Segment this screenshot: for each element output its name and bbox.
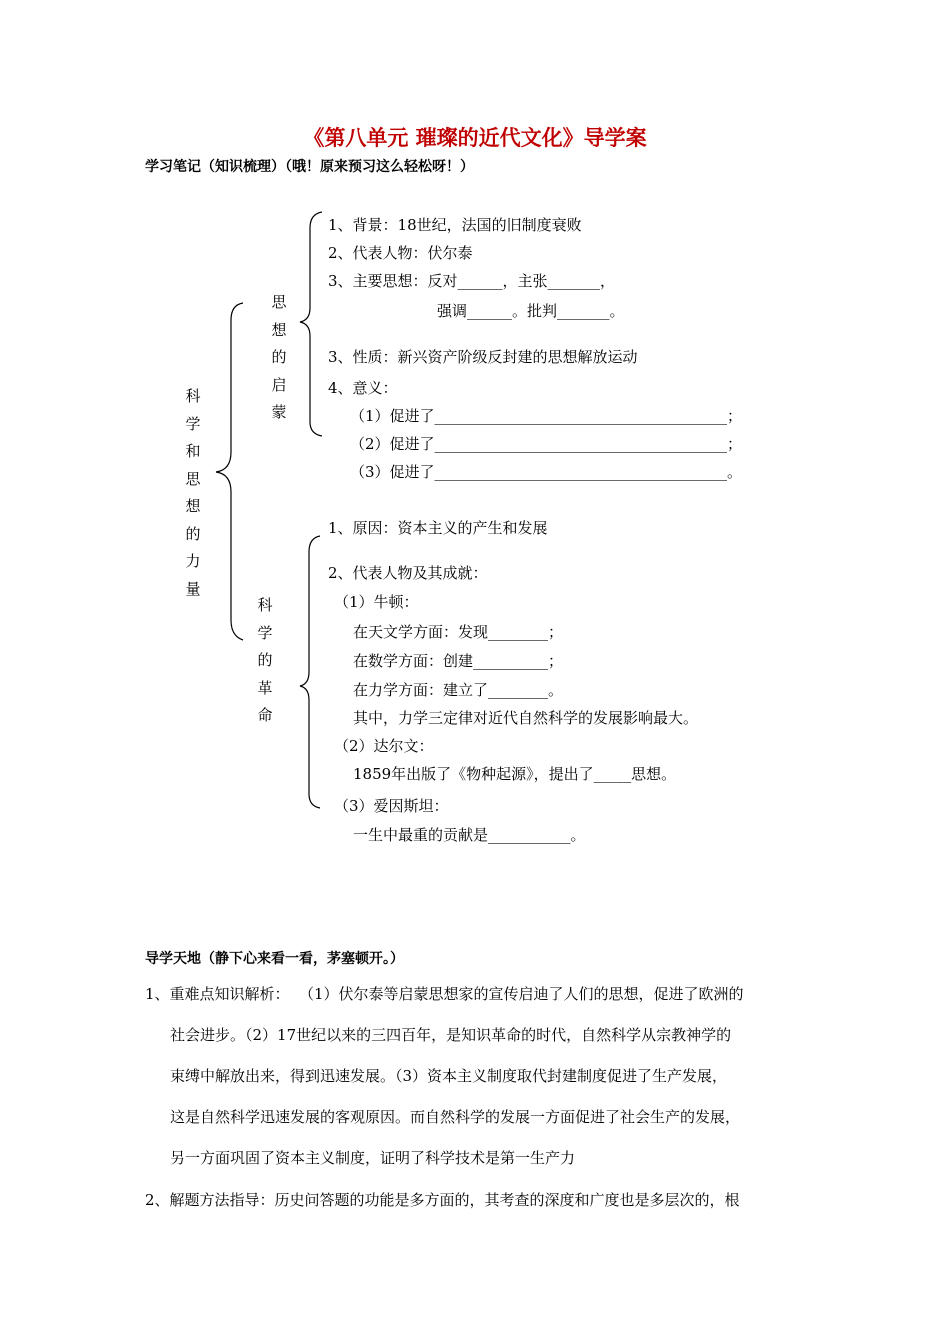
einstein-heading: （3）爱因斯坦： [334,797,449,815]
newton-note: 其中，力学三定律对近代自然科学的发展影响最大。 [353,709,699,727]
significance-item-1: （1）促进了_______________________________________； [350,407,743,425]
branch-science-label: 科学的革命 [257,596,273,724]
newton-math: 在数学方面：创建__________； [353,652,564,670]
einstein-detail: 一生中最重的贡献是___________。 [353,826,586,844]
significance-item-3: （3）促进了_______________________________________。 [350,463,743,481]
significance-item-2: （2）促进了_______________________________________； [350,435,743,453]
enlightenment-significance: 4、意义： [328,379,398,397]
item1-label: 1、重难点知识解析： [145,985,290,1003]
main-topic-label: 科学和思想的力量 [185,387,201,598]
darwin-heading: （2）达尔文： [334,737,434,755]
newton-heading: （1）牛顿： [334,593,419,611]
darwin-detail: 1859年出版了《物种起源》，提出了_____思想。 [353,765,677,783]
enlightenment-nature: 3、性质：新兴资产阶级反封建的思想解放运动 [328,348,638,366]
guide-heading: 导学天地（静下心来看一看，茅塞顿开。） [145,951,404,967]
main-brace [216,303,243,640]
enlightenment-background: 1、背景：18世纪，法国的旧制度衰败 [328,216,582,234]
upper-brace [300,212,322,436]
lower-brace [300,536,320,808]
enlightenment-ideas: 3、主要思想：反对______，主张_______， [328,272,616,290]
item1-line-1: （1）伏尔泰等启蒙思想家的宣传启迪了人们的思想，促进了欧洲的 [299,985,744,1003]
notes-heading: 学习笔记（知识梳理）（哦！原来预习这么轻松呀！） [145,159,474,175]
enlightenment-figure: 2、代表人物：伏尔泰 [328,244,473,262]
newton-astronomy: 在天文学方面：发现________； [353,623,564,641]
newton-mechanics: 在力学方面：建立了________。 [353,681,564,699]
item1-line-4: 这是自然科学迅速发展的客观原因。而自然科学的发展一方面促进了社会生产的发展， [170,1108,741,1126]
item1-line-3: 束缚中解放出来，得到迅速发展。（3）资本主义制度取代封建制度促进了生产发展， [170,1067,728,1085]
item1-line-5: 另一方面巩固了资本主义制度，证明了科学技术是第一生产力 [170,1149,576,1167]
science-figures: 2、代表人物及其成就： [328,564,488,582]
page-title: 《第八单元 璀璨的近代文化》导学案 [303,126,647,150]
enlightenment-ideas-cont: 强调______。批判_______。 [437,302,625,320]
science-cause: 1、原因：资本主义的产生和发展 [328,519,548,537]
item2-text: 2、解题方法指导：历史问答题的功能是多方面的，其考查的深度和广度也是多层次的，根 [145,1191,740,1209]
branch-enlightenment-label: 思想的启蒙 [271,293,287,421]
item1-line-2: 社会进步。（2）17世纪以来的三四百年，是知识革命的时代，自然科学从宗教神学的 [170,1026,732,1044]
